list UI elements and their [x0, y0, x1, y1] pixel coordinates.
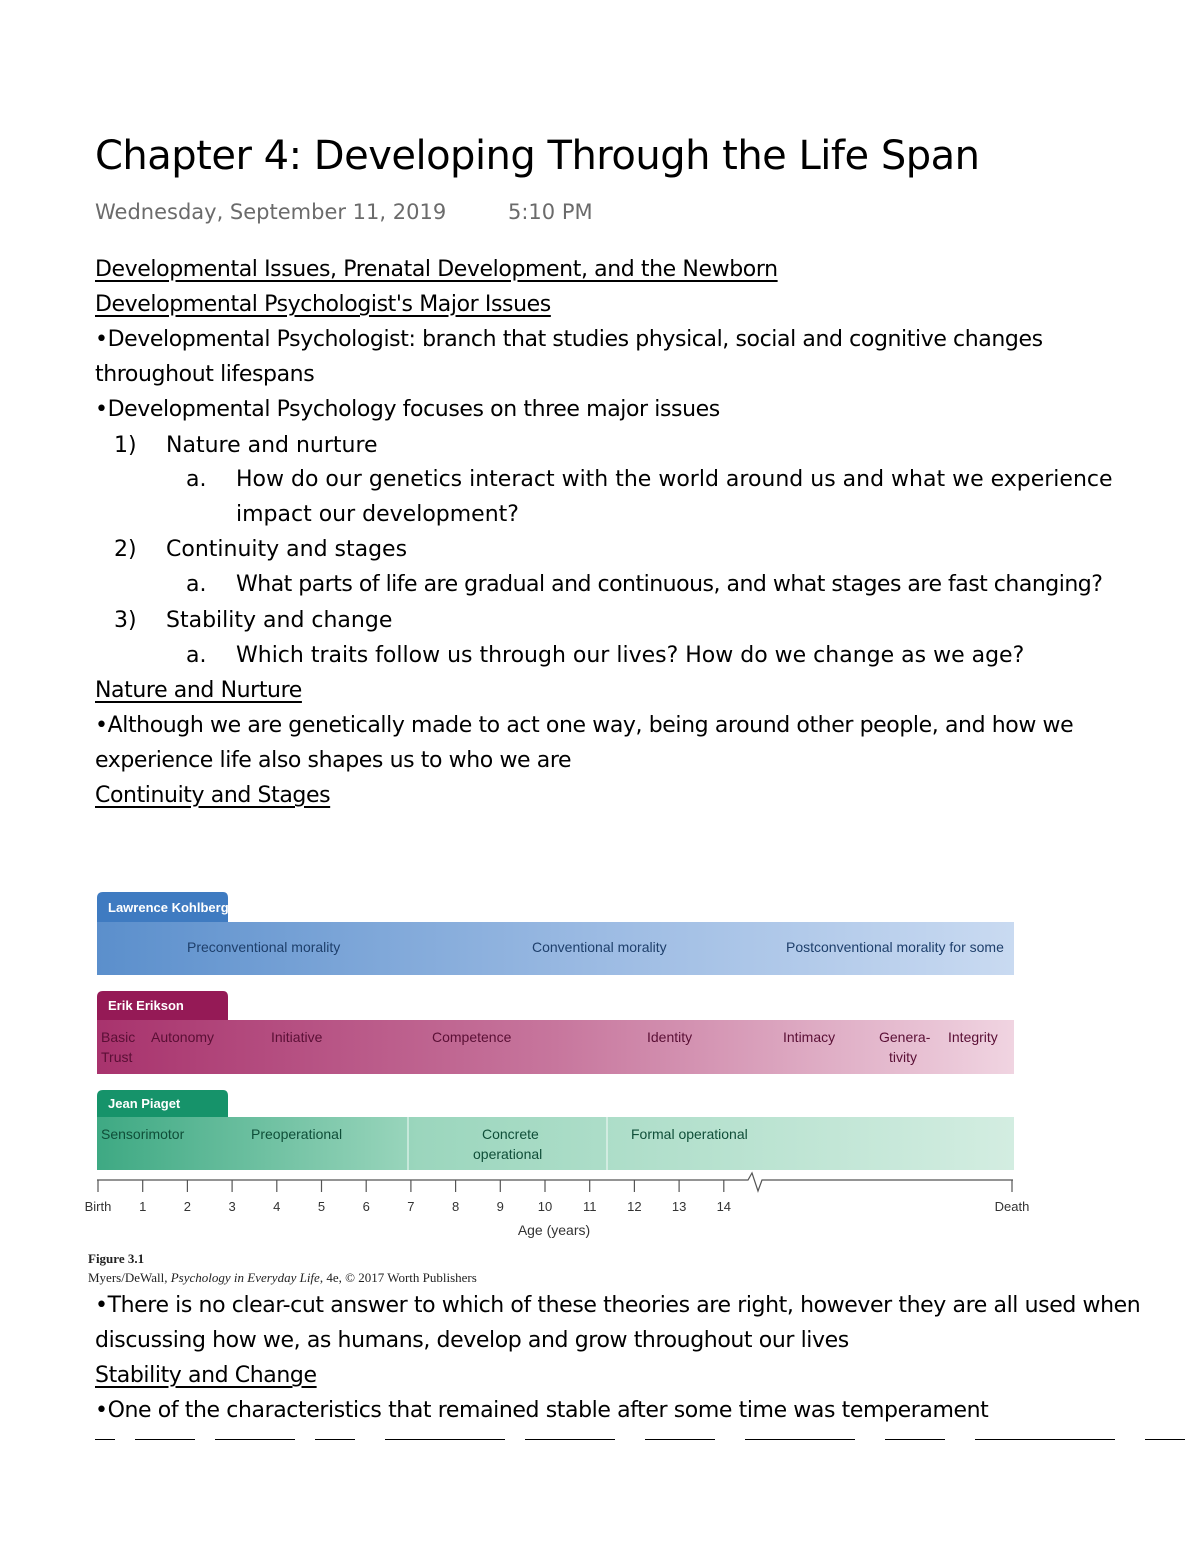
section-heading-major-issues: Developmental Psychologist's Major Issues: [95, 292, 551, 317]
erikson-stage: tivity: [889, 1049, 917, 1065]
sublist-text: How do our genetics interact with the world around us and what we experience: [236, 467, 1113, 492]
timeline-graphic: [84, 888, 1044, 1248]
list-number: 3): [114, 608, 137, 633]
stage-timeline-figure: [84, 888, 1044, 1288]
bullet-line: discussing how we, as humans, develop and grow throughout our lives: [95, 1328, 849, 1353]
axis-tick-label: 10: [537, 1199, 553, 1214]
axis-tick-label: 14: [716, 1199, 732, 1214]
axis-tick-label: 3: [228, 1199, 236, 1214]
bullet-line: throughout lifespans: [95, 362, 315, 387]
note-date: Wednesday, September 11, 2019: [95, 200, 447, 224]
bullet-line: •Although we are genetically made to act one way, being around other people, and how we: [95, 713, 1074, 738]
axis-tick-label: 8: [451, 1199, 460, 1214]
bullet-line: •Developmental Psychologist: branch that studies physical, social and cognitive changes: [95, 327, 1043, 352]
sublist-letter: a.: [186, 643, 207, 668]
note-time: 5:10 PM: [508, 200, 593, 224]
axis-tick-label: Death: [994, 1199, 1030, 1214]
axis-tick-label: 5: [317, 1199, 326, 1214]
erikson-stage: Trust: [101, 1049, 133, 1065]
section-heading-nature-nurture: Nature and Nurture: [95, 678, 302, 703]
erikson-stage: Competence: [432, 1029, 512, 1045]
figure-caption: [88, 1249, 477, 1287]
erikson-stage: Basic: [101, 1029, 136, 1045]
age-axis-ticks: [85, 1180, 1030, 1214]
age-axis-line: [97, 1173, 1013, 1191]
section-heading-stability-change: Stability and Change: [95, 1363, 317, 1388]
piaget-stage: Formal operational: [631, 1126, 748, 1142]
sublist-text: impact our development?: [236, 502, 519, 527]
kohlberg-stage: Conventional morality: [532, 939, 667, 955]
kohlberg-stage: Preconventional morality: [187, 939, 341, 955]
piaget-stage: Sensorimotor: [101, 1126, 185, 1142]
list-number: 1): [114, 433, 137, 458]
sublist-letter: a.: [186, 572, 207, 597]
kohlberg-stage: Postconventional morality for some: [786, 939, 1004, 955]
axis-tick-label: 12: [627, 1199, 642, 1214]
axis-tick-label: 6: [362, 1199, 370, 1214]
list-number: 2): [114, 537, 137, 562]
piaget-band: [97, 1117, 1014, 1170]
age-axis-label: Age (years): [517, 1222, 591, 1238]
figure-caption-title: Figure 3.1: [88, 1251, 145, 1266]
erikson-stage: Autonomy: [151, 1029, 215, 1045]
piaget-stage: operational: [473, 1146, 543, 1162]
erikson-stage: Intimacy: [783, 1029, 836, 1045]
list-item-text: Nature and nurture: [166, 433, 378, 458]
bullet-line: •One of the characteristics that remained stable after some time was temperament: [95, 1398, 989, 1423]
erikson-stage: Integrity: [948, 1029, 998, 1045]
erikson-stage: Initiative: [271, 1029, 323, 1045]
figure-caption-source: Myers/DeWall,: [88, 1270, 171, 1285]
axis-tick-label: 11: [582, 1199, 597, 1214]
erikson-band: [97, 1020, 1014, 1074]
section-heading-developmental-issues: Developmental Issues, Prenatal Development, and the Newborn: [95, 257, 778, 282]
sublist-letter: a.: [186, 467, 207, 492]
bullet-line: •Developmental Psychology focuses on three major issues: [95, 397, 720, 422]
piaget-stage: Concrete: [482, 1126, 539, 1142]
kohlberg-label: Lawrence Kohlberg: [108, 900, 229, 915]
axis-tick-label: 1: [139, 1199, 147, 1214]
clipped-text-remnant: [95, 1430, 1195, 1440]
figure-caption-source-rest: , 4e, © 2017 Worth Publishers: [319, 1270, 477, 1285]
bullet-line: experience life also shapes us to who we are: [95, 748, 572, 773]
axis-tick-label: 4: [273, 1199, 281, 1214]
section-heading-continuity-stages: Continuity and Stages: [95, 783, 331, 808]
list-item-text: Continuity and stages: [166, 537, 408, 562]
erikson-stage: Identity: [647, 1029, 693, 1045]
figure-caption-book: Psychology in Everyday Life: [170, 1270, 320, 1285]
axis-tick-label: Birth: [84, 1199, 112, 1214]
axis-tick-label: 13: [671, 1199, 687, 1214]
piaget-label: Jean Piaget: [108, 1096, 181, 1111]
axis-tick-label: 9: [496, 1199, 504, 1214]
erikson-stage: Genera-: [879, 1029, 931, 1045]
axis-tick-label: 7: [407, 1199, 415, 1214]
bullet-line: •There is no clear-cut answer to which of these theories are right, however they are all used when: [95, 1293, 1141, 1318]
axis-tick-label: 2: [183, 1199, 192, 1214]
erikson-label: Erik Erikson: [108, 998, 184, 1013]
sublist-text: Which traits follow us through our lives? How do we change as we age?: [236, 643, 1025, 668]
page-title: Chapter 4: Developing Through the Life Span: [95, 133, 980, 179]
list-item-text: Stability and change: [166, 608, 393, 633]
piaget-stage: Preoperational: [251, 1126, 343, 1142]
sublist-text: What parts of life are gradual and continuous, and what stages are fast changing?: [236, 572, 1103, 597]
